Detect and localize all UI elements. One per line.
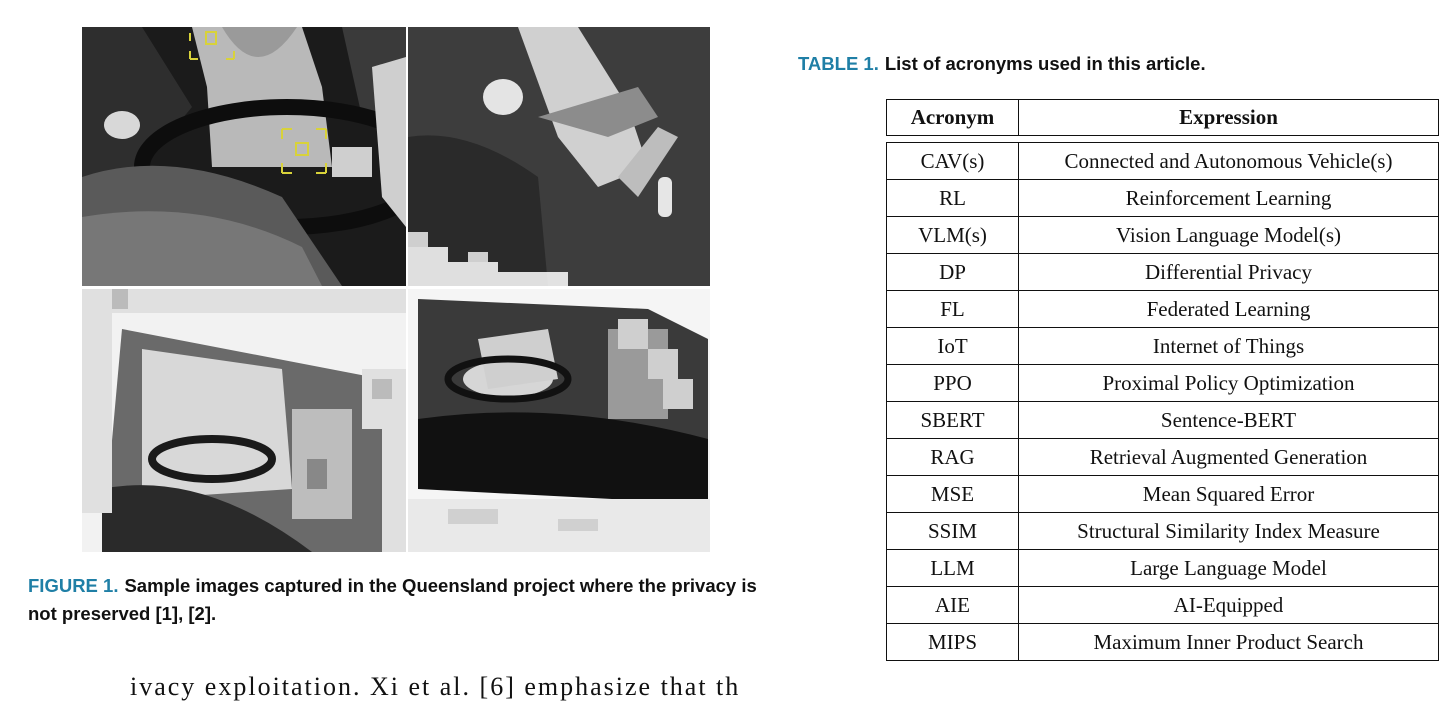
acronym-cell: SSIM xyxy=(887,513,1019,550)
expression-cell: Sentence-BERT xyxy=(1019,402,1439,439)
table-row xyxy=(887,624,1439,661)
table-row xyxy=(887,328,1439,365)
expression-cell: Retrieval Augmented Generation xyxy=(1019,439,1439,476)
acronym-cell: CAV(s) xyxy=(887,143,1019,180)
figure-caption-text: Sample images captured in the Queensland project where the privacy is not preserved [1], [2]. xyxy=(28,575,757,624)
table-row xyxy=(887,143,1439,180)
expression-cell: Reinforcement Learning xyxy=(1019,180,1439,217)
expression-cell: Structural Similarity Index Measure xyxy=(1019,513,1439,550)
table-row xyxy=(887,291,1439,328)
table-row xyxy=(887,180,1439,217)
expression-cell: Large Language Model xyxy=(1019,550,1439,587)
acronym-table xyxy=(886,99,1439,661)
expression-cell: AI-Equipped xyxy=(1019,587,1439,624)
table-header-row xyxy=(887,100,1439,136)
body-text-fragment: ivacy exploitation. Xi et al. [6] emphasize that th xyxy=(130,672,741,701)
figure-image-driver-detection xyxy=(82,27,406,286)
expression-cell: Internet of Things xyxy=(1019,328,1439,365)
table-row xyxy=(887,365,1439,402)
table-row xyxy=(887,587,1439,624)
figure-image-windshield-night xyxy=(408,289,710,552)
table-caption-text: List of acronyms used in this article. xyxy=(884,53,1206,74)
table-row xyxy=(887,476,1439,513)
table-caption xyxy=(798,51,1418,77)
figure-image-cabin-wide xyxy=(82,289,406,552)
expression-cell: Vision Language Model(s) xyxy=(1019,217,1439,254)
expression-cell: Differential Privacy xyxy=(1019,254,1439,291)
figure-1-image-grid xyxy=(82,27,710,552)
acronym-cell: RAG xyxy=(887,439,1019,476)
expression-cell: Mean Squared Error xyxy=(1019,476,1439,513)
table-row xyxy=(887,513,1439,550)
acronym-cell: PPO xyxy=(887,365,1019,402)
table-row xyxy=(887,217,1439,254)
table-row xyxy=(887,550,1439,587)
figure-caption xyxy=(28,572,768,628)
acronym-cell: SBERT xyxy=(887,402,1019,439)
figure-label: FIGURE 1. xyxy=(28,575,119,596)
acronym-cell: MSE xyxy=(887,476,1019,513)
table-row xyxy=(887,402,1439,439)
acronym-cell: FL xyxy=(887,291,1019,328)
acronym-cell: RL xyxy=(887,180,1019,217)
table-body xyxy=(887,136,1439,661)
column-header-acronym: Acronym xyxy=(887,100,1019,136)
expression-cell: Maximum Inner Product Search xyxy=(1019,624,1439,661)
acronym-cell: MIPS xyxy=(887,624,1019,661)
acronym-cell: IoT xyxy=(887,328,1019,365)
acronym-cell: LLM xyxy=(887,550,1019,587)
table-row xyxy=(887,254,1439,291)
acronym-cell: VLM(s) xyxy=(887,217,1019,254)
expression-cell: Proximal Policy Optimization xyxy=(1019,365,1439,402)
expression-cell: Connected and Autonomous Vehicle(s) xyxy=(1019,143,1439,180)
table-row xyxy=(887,439,1439,476)
acronym-cell: DP xyxy=(887,254,1019,291)
header-gap xyxy=(887,136,1439,143)
table-label: TABLE 1. xyxy=(798,53,879,74)
column-header-expression: Expression xyxy=(1019,100,1439,136)
figure-image-overhead-driver xyxy=(408,27,710,286)
expression-cell: Federated Learning xyxy=(1019,291,1439,328)
acronym-cell: AIE xyxy=(887,587,1019,624)
